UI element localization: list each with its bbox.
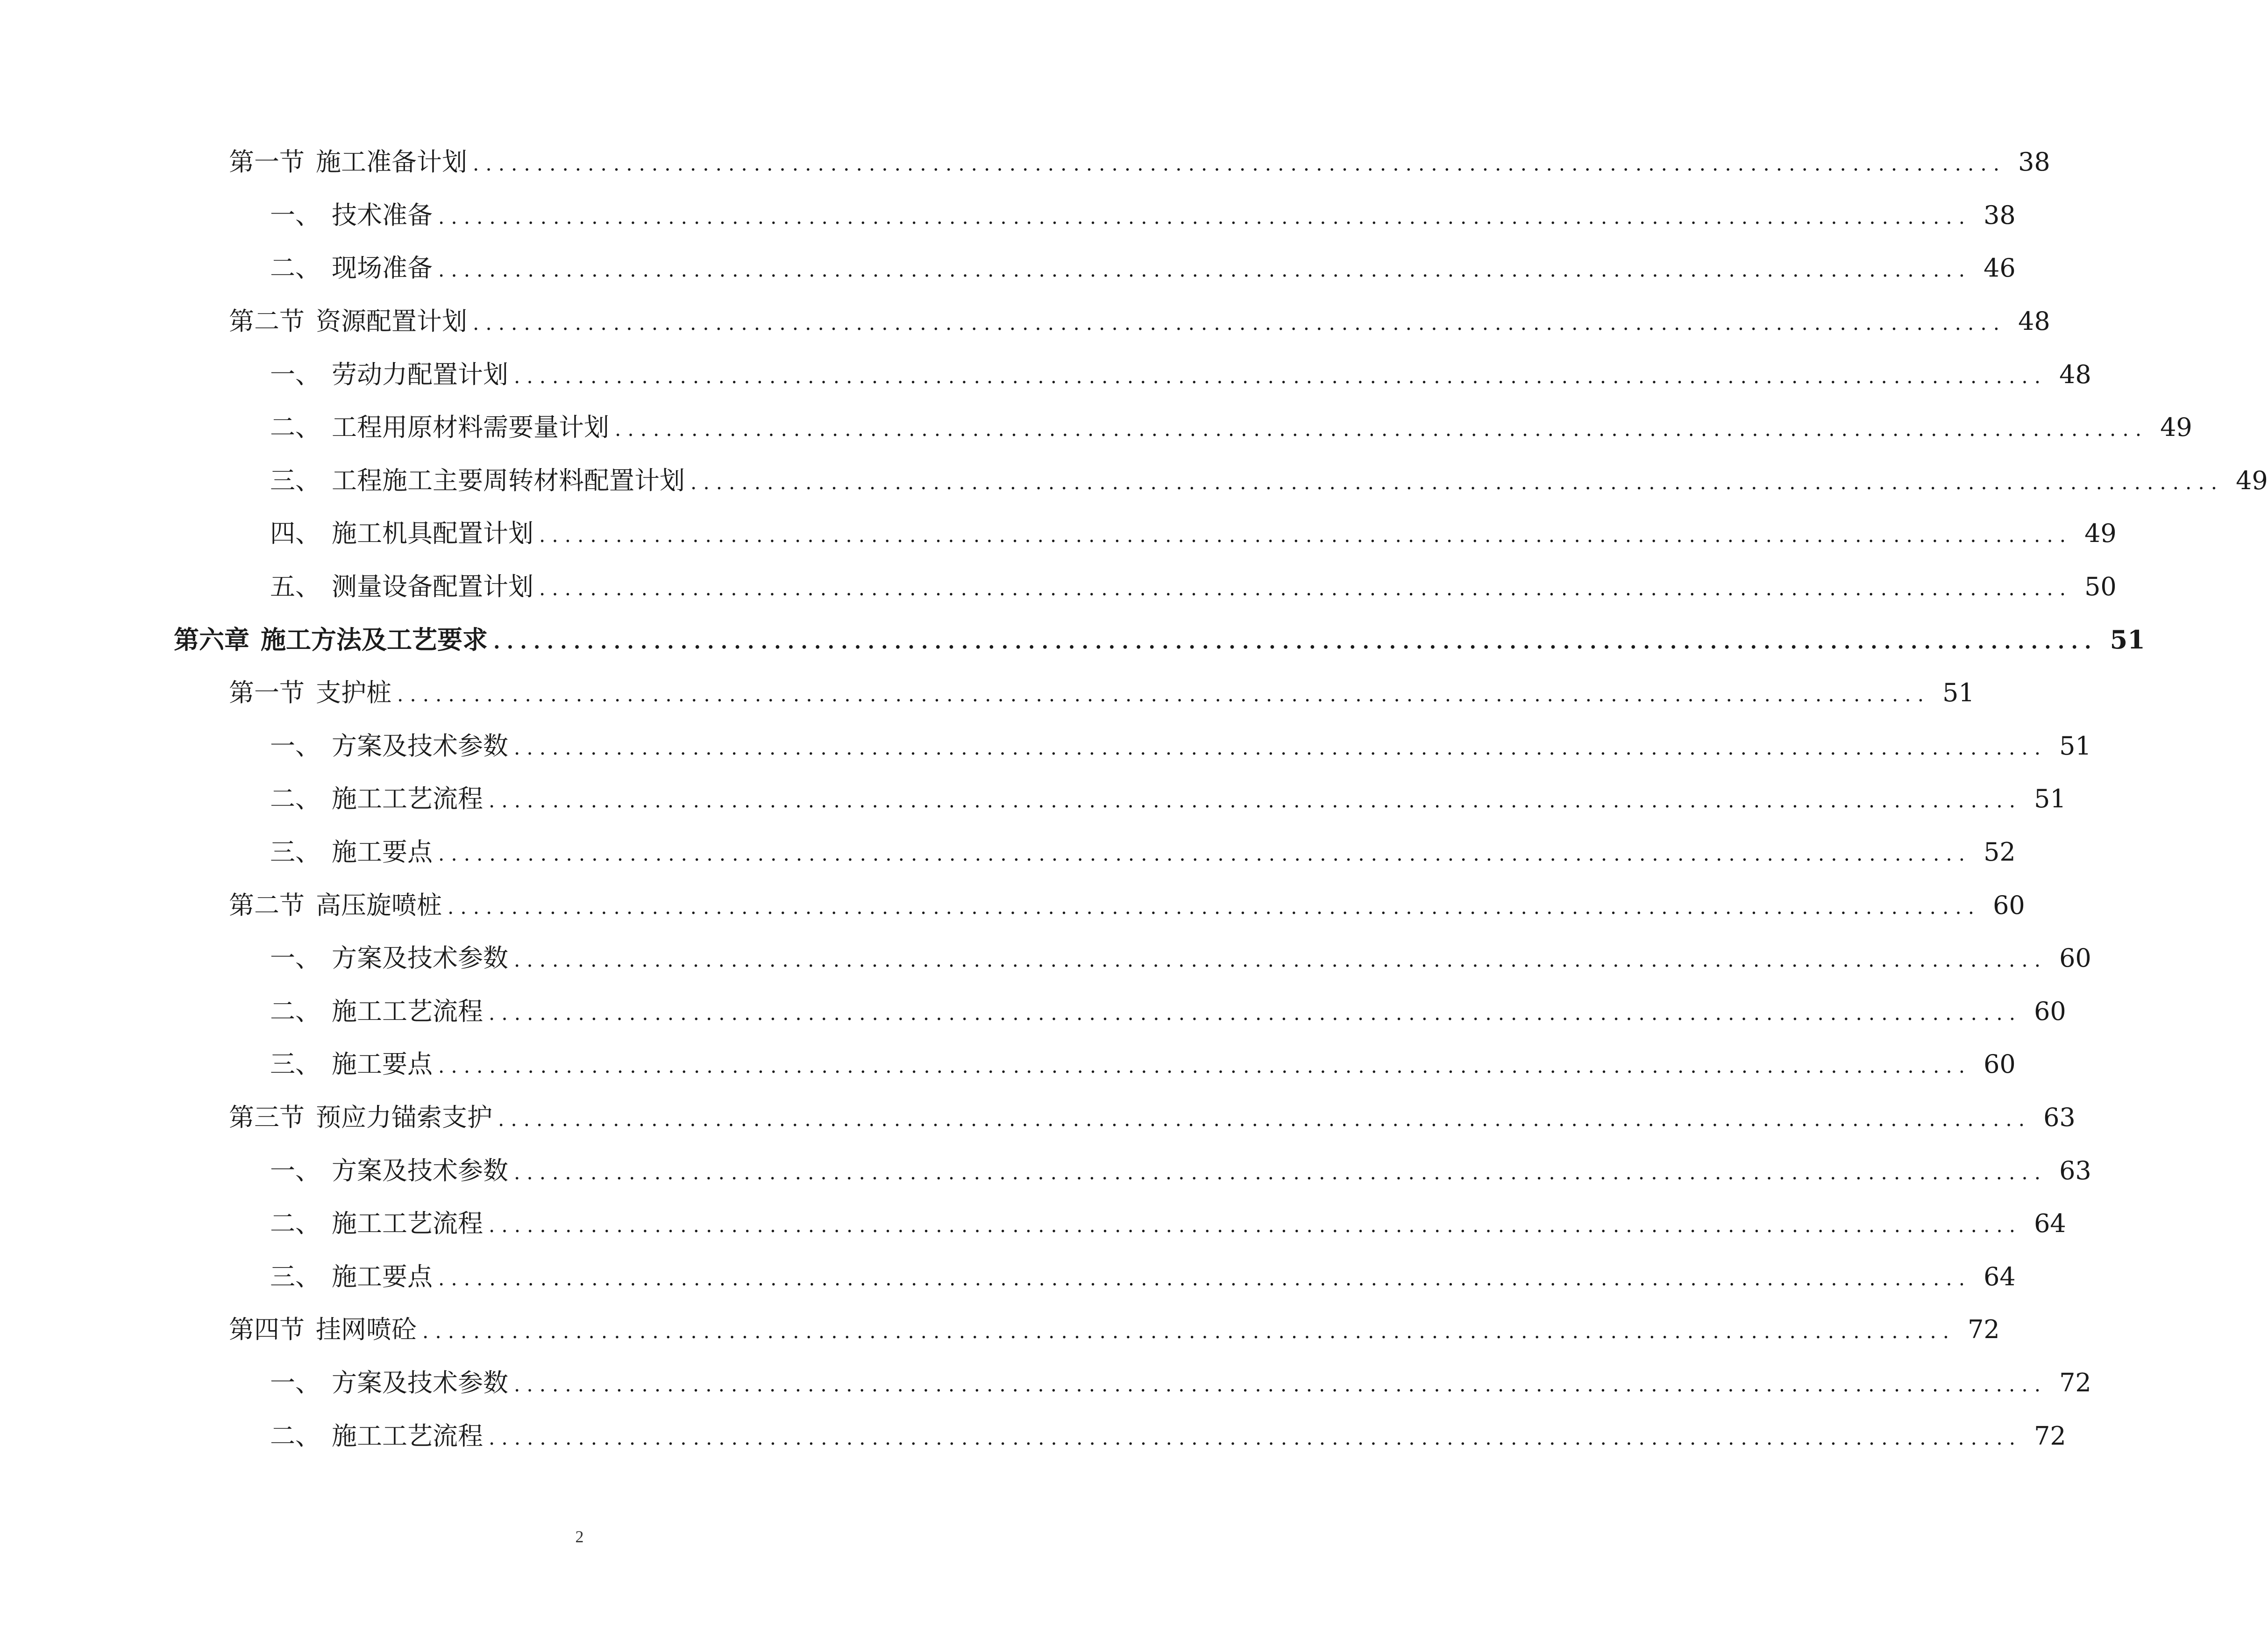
- toc-entry-item[interactable]: [0, 240, 2016, 293]
- toc-entry-page: 49: [2160, 413, 2192, 442]
- toc-entry-label: [270, 355, 508, 391]
- toc-entry-page: 46: [1984, 253, 2016, 283]
- toc-entry-title: 施工工艺流程: [332, 784, 483, 814]
- toc-entry-page: 48: [2018, 306, 2050, 336]
- toc-entry-section[interactable]: [0, 134, 2050, 187]
- toc-entry-number: 四、: [270, 519, 320, 549]
- toc-entry-item[interactable]: [0, 399, 2192, 452]
- toc-entry-line: [270, 832, 2016, 868]
- toc-entry-number: 第六章: [174, 624, 249, 655]
- toc-entry-number: 第三节: [229, 1102, 305, 1132]
- toc-entry-title: 工程施工主要周转材料配置计划: [332, 465, 685, 495]
- toc-entry-page: 60: [2059, 943, 2091, 973]
- toc-entry-item[interactable]: [0, 1036, 2016, 1089]
- toc-entry-line: [229, 301, 2050, 337]
- toc-entry-title: 技术准备: [332, 200, 433, 230]
- toc-entry-line: [270, 1257, 2016, 1293]
- toc-entry-title: 施工工艺流程: [332, 1421, 483, 1451]
- toc-entry-page: 51: [2059, 731, 2091, 761]
- toc-entry-number: 三、: [270, 1261, 320, 1291]
- toc-entry-title: 施工要点: [332, 1049, 433, 1079]
- toc-entry-number: 三、: [270, 837, 320, 867]
- toc-entry-label: [174, 620, 488, 656]
- toc-entry-page: 60: [2034, 996, 2066, 1026]
- toc-entry-line: [270, 1363, 2091, 1399]
- toc-entry-title: 预应力锚索支护: [316, 1102, 492, 1132]
- toc-dot-leader: ........................................................................................................................: [514, 948, 2048, 972]
- toc-entry-page: 48: [2059, 359, 2091, 389]
- toc-entry-number: 第二节: [229, 306, 305, 336]
- toc-entry-item[interactable]: [0, 346, 2091, 399]
- toc-entry-item[interactable]: [0, 1142, 2091, 1195]
- toc-entry-number: 一、: [270, 1368, 320, 1397]
- toc-entry-title: 支护桩: [316, 678, 391, 708]
- toc-entry-page: 38: [1984, 200, 2016, 230]
- toc-entry-title: 施工工艺流程: [332, 996, 483, 1026]
- toc-entry-item[interactable]: [0, 718, 2091, 771]
- toc-entry-title: 挂网喷砼: [316, 1315, 417, 1345]
- toc-entry-item[interactable]: [0, 558, 2117, 612]
- toc-entry-section[interactable]: [0, 664, 1975, 718]
- toc-entry-page: 64: [2034, 1209, 2066, 1239]
- toc-entry-page: 64: [1984, 1261, 2016, 1291]
- toc-entry-number: 二、: [270, 996, 320, 1026]
- toc-entry-line: [270, 991, 2066, 1027]
- toc-dot-leader: ........................................................................................................................: [514, 1161, 2048, 1184]
- toc-dot-leader: ........................................................................................................................: [539, 577, 2073, 600]
- toc-entry-number: 二、: [270, 784, 320, 814]
- toc-entry-label: [270, 938, 508, 974]
- toc-entry-item[interactable]: [0, 1407, 2066, 1461]
- toc-entry-label: [270, 248, 433, 284]
- page-number: 2: [575, 1527, 584, 1546]
- toc-dot-leader: ........................................................................................................................: [489, 789, 2022, 812]
- toc-entry-section[interactable]: [0, 1089, 2076, 1142]
- toc-entry-page: 51: [1942, 678, 1975, 708]
- toc-entry-label: [270, 1044, 433, 1080]
- toc-dot-leader: ........................................................................................................................: [473, 312, 2006, 335]
- toc-entry-number: 三、: [270, 465, 320, 495]
- toc-entry-page: 72: [2059, 1368, 2091, 1397]
- toc-entry-line: [270, 779, 2066, 815]
- toc-entry-line: [229, 885, 2025, 921]
- toc-entry-title: 施工要点: [332, 837, 433, 867]
- toc-entry-label: [270, 779, 483, 815]
- toc-entry-number: 一、: [270, 359, 320, 389]
- toc-entry-line: [229, 142, 2050, 178]
- toc-dot-leader: ........................................................................................................................: [489, 1001, 2022, 1025]
- toc-entry-title: 方案及技术参数: [332, 1155, 508, 1185]
- toc-entry-label: [229, 673, 391, 709]
- toc-entry-title: 施工机具配置计划: [332, 519, 533, 549]
- toc-entry-label: [270, 1416, 483, 1452]
- toc-entry-number: 二、: [270, 1421, 320, 1451]
- toc-entry-item[interactable]: [0, 1354, 2091, 1408]
- toc-entry-label: [270, 991, 483, 1027]
- toc-entry-label: [270, 1257, 433, 1293]
- toc-dot-leader: ........................................................................................................................: [489, 1426, 2022, 1449]
- toc-entry-line: [229, 1097, 2076, 1133]
- toc-entry-line: [270, 938, 2091, 974]
- toc-entry-item[interactable]: [0, 824, 2016, 877]
- toc-entry-number: 第一节: [229, 147, 305, 177]
- toc-entry-line: [270, 407, 2192, 443]
- toc-entry-item[interactable]: [0, 983, 2066, 1036]
- toc-entry-title: 施工工艺流程: [332, 1209, 483, 1239]
- toc-entry-line: [270, 248, 2016, 284]
- toc-entry-title: 方案及技术参数: [332, 1368, 508, 1397]
- toc-dot-leader: ........................................................................................................................: [438, 1267, 1972, 1290]
- toc-entry-item[interactable]: [0, 187, 2016, 240]
- toc-entry-line: [270, 461, 2268, 497]
- toc-dot-leader: ........................................................................................................................: [514, 364, 2048, 388]
- toc-entry-page: 72: [2034, 1421, 2066, 1451]
- toc-dot-leader: ........................................................................................................................: [690, 470, 2224, 494]
- toc-entry-item[interactable]: [0, 452, 2268, 506]
- toc-entry-title: 方案及技术参数: [332, 943, 508, 973]
- toc-entry-section[interactable]: [0, 877, 2025, 930]
- toc-dot-leader: ........................................................................................................................: [438, 842, 1972, 866]
- toc-entry-number: 第四节: [229, 1315, 305, 1345]
- toc-entry-item[interactable]: [0, 770, 2066, 824]
- toc-entry-label: [270, 513, 533, 549]
- toc-entry-line: [270, 1204, 2066, 1240]
- toc-dot-leader: ........................................................................................................................: [539, 524, 2073, 547]
- toc-entry-line: [270, 1416, 2066, 1452]
- toc-entry-chapter[interactable]: [0, 611, 2145, 664]
- toc-entry-title: 资源配置计划: [316, 306, 467, 336]
- toc-entry-item[interactable]: [0, 1248, 2016, 1301]
- toc-entry-line: [270, 355, 2091, 391]
- toc-dot-leader: ........................................................................................................................: [473, 152, 2006, 176]
- toc-entry-page: 50: [2084, 572, 2117, 602]
- toc-dot-leader: ........................................................................................................................: [422, 1320, 1956, 1343]
- toc-entry-line: [174, 620, 2145, 656]
- toc-entry-title: 现场准备: [332, 253, 433, 283]
- toc-entry-label: [229, 301, 467, 337]
- toc-entry-number: 五、: [270, 572, 320, 602]
- toc-entry-page: 51: [2110, 624, 2145, 655]
- toc-entry-item[interactable]: [0, 930, 2091, 983]
- toc-entry-title: 劳动力配置计划: [332, 359, 508, 389]
- toc-entry-page: 60: [1984, 1049, 2016, 1079]
- toc-entry-label: [270, 1204, 483, 1240]
- toc-dot-leader: ........................................................................................................................: [438, 205, 1972, 228]
- toc-entry-line: [270, 195, 2016, 231]
- toc-entry-number: 一、: [270, 731, 320, 761]
- toc-entry-number: 第一节: [229, 678, 305, 708]
- toc-dot-leader: ........................................................................................................................: [448, 895, 1981, 919]
- toc-entry-line: [229, 1310, 2000, 1346]
- toc-dot-leader: ........................................................................................................................: [489, 1214, 2022, 1237]
- toc-entry-number: 一、: [270, 943, 320, 973]
- toc-entry-label: [270, 567, 533, 603]
- toc-dot-leader: ........................................................................................................................: [493, 630, 2098, 653]
- toc-entry-title: 施工准备计划: [316, 147, 467, 177]
- toc-entry-page: 63: [2059, 1155, 2091, 1185]
- toc-entry-page: 60: [1993, 890, 2025, 920]
- toc-entry-title: 施工要点: [332, 1261, 433, 1291]
- toc-entry-number: 三、: [270, 1049, 320, 1079]
- toc-dot-leader: ........................................................................................................................: [438, 258, 1972, 282]
- toc-entry-label: [229, 142, 467, 178]
- toc-entry-number: 第二节: [229, 890, 305, 920]
- toc-dot-leader: ........................................................................................................................: [438, 1055, 1972, 1078]
- toc-entry-page: 63: [2043, 1102, 2076, 1132]
- toc-entry-label: [229, 885, 442, 921]
- toc-entry-section[interactable]: [0, 293, 2050, 346]
- toc-entry-number: 二、: [270, 1209, 320, 1239]
- toc-entry-title: 工程用原材料需要量计划: [332, 413, 609, 442]
- toc-dot-leader: ........................................................................................................................: [615, 418, 2148, 441]
- toc-entry-line: [270, 1044, 2016, 1080]
- toc-entry-label: [270, 461, 685, 497]
- toc-entry-label: [270, 407, 609, 443]
- toc-entry-line: [270, 567, 2117, 603]
- toc-entry-number: 一、: [270, 200, 320, 230]
- toc-entry-page: 52: [1984, 837, 2016, 867]
- toc-entry-page: 51: [2034, 784, 2066, 814]
- toc-entry-line: [270, 513, 2117, 549]
- toc-entry-title: 施工方法及工艺要求: [261, 624, 488, 655]
- toc-entry-label: [270, 195, 433, 231]
- toc-entry-label: [270, 1363, 508, 1399]
- toc-entry-section[interactable]: [0, 1301, 2000, 1354]
- toc-entry-label: [229, 1097, 492, 1133]
- toc-entry-label: [270, 726, 508, 762]
- toc-entry-line: [229, 673, 1975, 709]
- toc-entry-number: 一、: [270, 1155, 320, 1185]
- toc-dot-leader: ........................................................................................................................: [498, 1107, 2032, 1131]
- toc-entry-page: 49: [2236, 465, 2268, 495]
- toc-entry-page: 38: [2018, 147, 2050, 177]
- toc-entry-number: 二、: [270, 253, 320, 283]
- toc-entry-line: [270, 726, 2091, 762]
- toc-entry-label: [270, 832, 433, 868]
- toc-entry-label: [270, 1151, 508, 1187]
- toc-entry-item[interactable]: [0, 505, 2117, 558]
- table-of-contents: [0, 134, 2268, 1461]
- toc-entry-line: [270, 1151, 2091, 1187]
- toc-entry-item[interactable]: [0, 1195, 2066, 1248]
- toc-entry-page: 49: [2084, 519, 2117, 549]
- toc-dot-leader: ........................................................................................................................: [397, 683, 1931, 706]
- toc-entry-title: 高压旋喷桩: [316, 890, 442, 920]
- toc-entry-title: 方案及技术参数: [332, 731, 508, 761]
- toc-entry-title: 测量设备配置计划: [332, 572, 533, 602]
- toc-entry-label: [229, 1310, 417, 1346]
- toc-dot-leader: ........................................................................................................................: [514, 1373, 2048, 1396]
- toc-entry-page: 72: [1968, 1315, 2000, 1345]
- toc-entry-number: 二、: [270, 413, 320, 442]
- toc-dot-leader: ........................................................................................................................: [514, 736, 2048, 759]
